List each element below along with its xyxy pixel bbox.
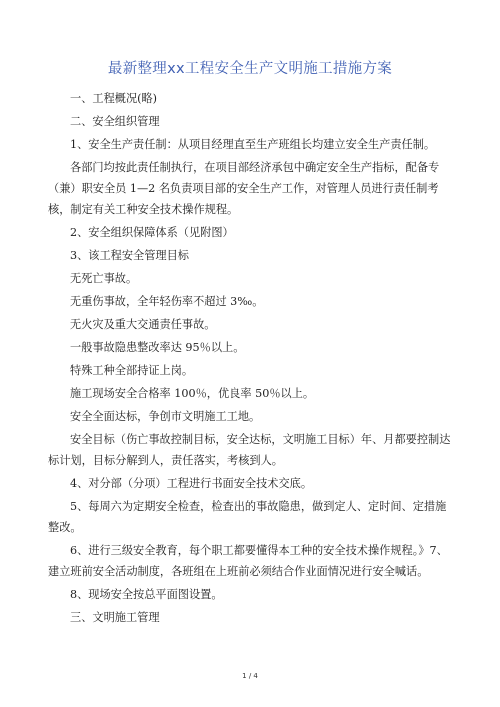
- paragraph: 无重伤事故，全年轻伤率不超过 3‰。: [70, 295, 264, 308]
- paragraph: 8、现场安全按总平面图设置。: [70, 588, 223, 601]
- paragraph: 无火灾及重大交通责任事故。: [70, 318, 216, 331]
- paragraph: 5、每周六为定期安全检查，检查出的事故隐患，做到定人、定时间、定措施整改。: [48, 500, 447, 534]
- paragraph: 特殊工种全部持证上岗。: [70, 364, 194, 377]
- document-title: 最新整理xx工程安全生产文明施工措施方案: [107, 61, 393, 77]
- paragraph: 4、对分部（分项）工程进行书面安全技术交底。: [70, 477, 313, 490]
- paragraph: 2、安全组织保障体系（见附图）: [70, 226, 234, 239]
- paragraph: 3、该工程安全管理目标: [70, 249, 189, 262]
- page-number: 1 / 4: [242, 672, 258, 680]
- paragraph: 6、进行三级安全教育，每个职工都要懂得本工种的安全技术操作规程。》7、建立班前安全活动制度，各班组在上班前必须结合作业面情况进行安全喊话。: [48, 544, 448, 578]
- paragraph: 二、安全组织管理: [70, 115, 160, 128]
- paragraph: 安全目标（伤亡事故控制目标，安全达标，文明施工目标）年、月都要控制达标计划，目标分解到人，责任落实，考核到人。: [48, 433, 451, 467]
- paragraph: 安全全面达标，争创市文明施工工地。: [70, 410, 261, 423]
- paragraph: 三、文明施工管理: [70, 611, 160, 624]
- paragraph: 无死亡事故。: [70, 272, 138, 285]
- paragraph: 1、安全生产责任制：从项目经理直至生产班组长均建立安全生产责任制。: [70, 138, 436, 151]
- paragraph: 一、工程概况(略): [70, 92, 158, 105]
- paragraph: 各部门均按此责任制执行，在项目部经济承包中确定安全生产指标，配备专（兼）职安全员 1—2 名负责项目部的安全生产工作，对管理人员进行责任制考核，制定有关工种安全技术操作规程。: [48, 161, 440, 216]
- paragraph: 一般事故隐患整改率达 95％以上。: [70, 341, 245, 354]
- paragraph: 施工现场安全合格率 100％，优良率 50％以上。: [70, 387, 315, 400]
